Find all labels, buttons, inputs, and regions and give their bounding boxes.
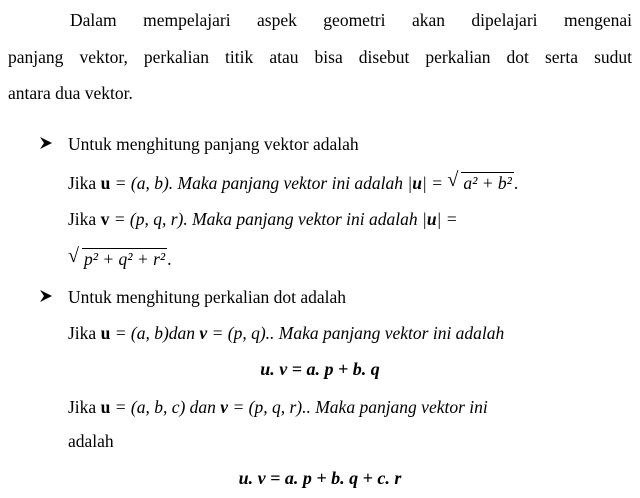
section2-line-2: Jika u = (a, b, c) dan v = (p, q, r).. Maka panjang vektor ini [68,397,488,417]
section2-line-3: adalah [68,431,114,451]
section2-heading: Untuk menghitung perkalian dot adalah [68,287,346,307]
intro-line-1: Dalam mempelajari aspek geometri akan dipelajari mengenai [70,10,632,30]
dot-product-equation-3d: u. v = a. p + b. q + c. r [238,468,402,488]
section2-line-1: Jika u = (a, b)dan v = (p, q).. Maka panjang vektor ini adalah [68,323,505,343]
section1-line-2: Jika v = (p, q, r). Maka panjang vektor ini adalah |u| = [68,209,458,229]
section1-line-3: √ p² + q² + r² . [68,245,172,269]
section1-line-1: Jika u = (a, b). Maka panjang vektor ini adalah |u| = √ a² + b² . [68,169,519,193]
intro-line-2: panjang vektor, perkalian titik atau bisa disebut perkalian dot serta sudut [8,47,632,67]
arrow-bullet-icon [38,288,56,310]
section1-heading: Untuk menghitung panjang vektor adalah [68,134,359,154]
dot-product-equation-2d: u. v = a. p + b. q [260,359,380,379]
arrow-bullet-icon [38,135,56,157]
intro-line-3: antara dua vektor. [8,83,133,103]
